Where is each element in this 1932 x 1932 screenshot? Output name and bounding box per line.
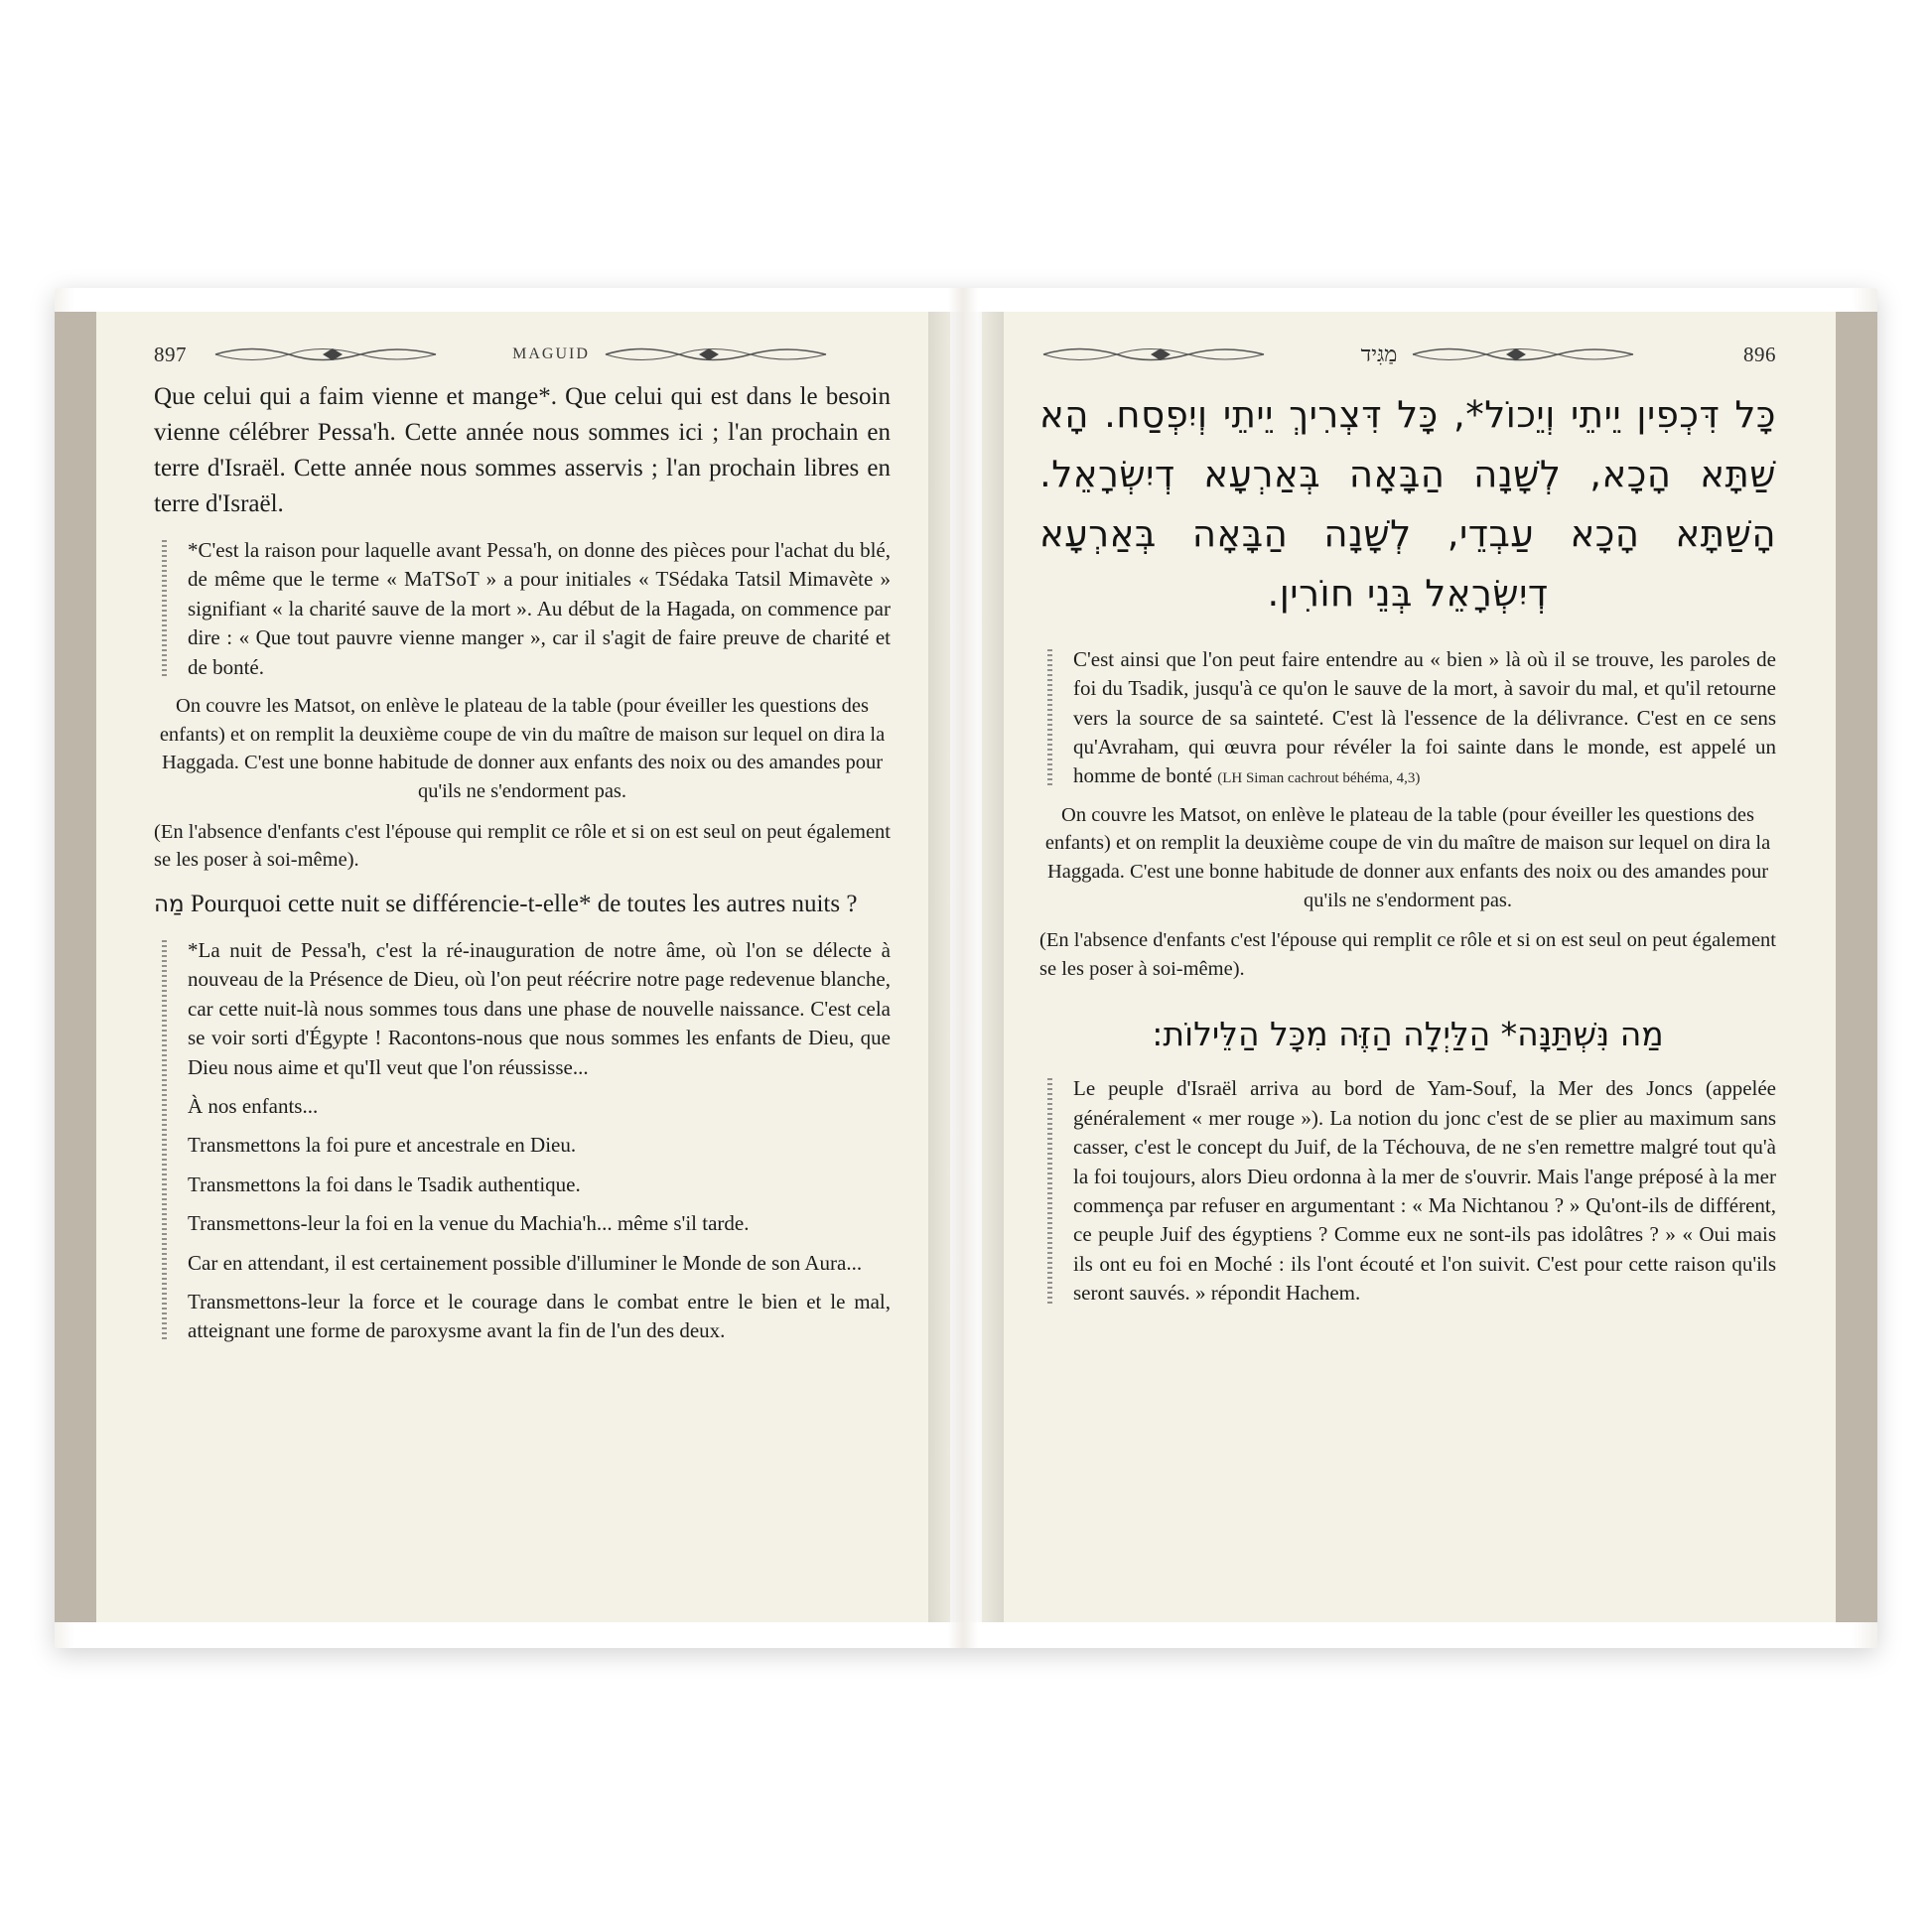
commentary-text: *La nuit de Pessa'h, c'est la ré-inauguration de notre âme, où l'on se délecte à nouveau de la Présence de Dieu, où l'on peut réécrire notre page redevenue blanche, car cette nuit-là nous sommes tous dans une phase de nouvelle naissance. C'est cela se voir sorti d'Égypte ! Racontons-nous que nous sommes les enfants de Dieu, que Dieu nous aime et qu'Il veut que l'on réussisse... (188, 938, 891, 1079)
hebrew-heading-ma-nishtana: מַה נִּשְׁתַּנָּה* הַלַּיְלָה הַזֶּה מִכָּל הַלֵּילוֹת: (1152, 1014, 1664, 1053)
hebrew-word-ma: מַה (154, 892, 185, 918)
paragraph-lead-left: Que celui qui a faim vienne et mange*. Que celui qui est dans le besoin vienne célébrer Pessa'h. Cette année nous sommes ici ; l'an prochain en terre d'Israël. Cette année nous sommes asservis ; l'an prochain libres en terre d'Israël. (154, 383, 891, 517)
book-gutter (928, 312, 1004, 1622)
open-book (55, 288, 1877, 1648)
commentary-text: Transmettons la foi pure et ancestrale en Dieu. (188, 1133, 577, 1158)
commentary-text: Transmettons la foi dans le Tsadik authentique. (188, 1172, 581, 1196)
folio-right: 896 (1743, 342, 1776, 366)
header-rule-left-2 (602, 342, 891, 367)
commentary-source: (LH Siman cachrout béhéma, 4,3) (1217, 770, 1421, 787)
right-page-header (1039, 330, 1776, 379)
right-page-content (1039, 330, 1776, 1571)
cover-edge-right (1836, 312, 1877, 1622)
commentary-block-1-right (1039, 645, 1776, 791)
rubric-2-right: (En l'absence d'enfants c'est l'épouse qui remplit ce rôle et si on est seul on peut également se les poser à soi-même). (1039, 929, 1776, 981)
header-rule-right (1039, 342, 1349, 367)
left-page-content (154, 330, 891, 1571)
commentary-text: *C'est la raison pour laquelle avant Pessa'h, on donne des pièces pour l'achat du blé, de même que le terme « MaTSoT » a pour initiales « TSédaka Tatsil Mimavète » signifiant « la charité sauve de la mort ». Au début de la Hagada, on commence par dire : « Que tout pauvre vienne manger », car il s'agit de faire preuve de charité et de bonté. (188, 538, 891, 679)
running-head-right: מַגִּיד (1360, 342, 1398, 366)
commentary-text (1073, 645, 1776, 791)
ma-nichtana-french: Pourquoi cette nuit se différencie-t-elle* de toutes les autres nuits ? (190, 891, 858, 918)
commentary-text: Car en attendant, il est certainement possible d'illuminer le Monde de son Aura... (188, 1250, 863, 1275)
folio-left: 897 (154, 342, 187, 366)
paragraph-ma-nichtana-left (154, 887, 891, 922)
rubric-1-left: On couvre les Matsot, on enlève le plateau de la table (pour éveiller les questions des enfants) et on remplit la deuxième coupe de vin du maître de maison sur lequel on dira la Haggada. C'est une bonne habitude de donner aux enfants des noix ou des amandes pour qu'ils ne s'endorment pas. (159, 694, 886, 803)
header-rule-right-2 (1409, 342, 1719, 367)
hebrew-main-text: כָּל דִּכְפִין יֵיתֵי וְיֵכוֹל*, כָּל דִּצְרִיךְ יֵיתֵי וְיִפְסַח. הָא שַׁתָּא הָכָא, לְשָׁנָה הַבָּאָה בְּאַרְעָא דְיִשְׂרָאֵל. הָשַׁתָּא הָכָא עַבְדֵי, לְשָׁנָה הַבָּאָה בְּאַרְעָא דְיִשְׂרָאֵל בְּנֵי חוֹרִין. (1039, 393, 1776, 615)
commentary-block-2-left (154, 936, 891, 1346)
rubric-1-right: On couvre les Matsot, on enlève le plateau de la table (pour éveiller les questions des enfants) et on remplit la deuxième coupe de vin du maître de maison sur lequel on dira la Haggada. C'est une bonne habitude de donner aux enfants des noix ou des amandes pour qu'ils ne s'endorment pas. (1044, 803, 1771, 911)
rubric-2-left: (En l'absence d'enfants c'est l'épouse qui remplit ce rôle et si on est seul on peut également se les poser à soi-même). (154, 820, 891, 872)
header-rule-left (211, 342, 500, 367)
commentary-block-1-left (154, 536, 891, 682)
commentary-text: À nos enfants... (188, 1094, 319, 1119)
commentary-text: Transmettons-leur la foi en la venue du Machia'h... même s'il tarde. (188, 1211, 750, 1236)
commentary-block-2-right (1039, 1074, 1776, 1308)
commentary-body: C'est ainsi que l'on peut faire entendre au « bien » là où il se trouve, les paroles de foi du Tsadik, jusqu'à ce qu'on le sauve de la mort, à savoir du mal, et qu'il retourne vers la source de sa sainteté. C'est là l'essence de la délivrance. C'est en ce sens qu'Avraham, qui œuvra pour révéler la foi sainte dans le monde, est appelé un homme de bonté (1073, 646, 1776, 788)
left-page-header (154, 330, 891, 379)
cover-edge-left (55, 312, 96, 1622)
commentary-text: Le peuple d'Israël arriva au bord de Yam-Souf, la Mer des Joncs (appelée généralement « mer rouge »). La notion du jonc c'est de se plier au maximum sans casser, c'est le concept du Juif, de la Téchouva, de ne s'en remettre malgré tout qu'à la foi toujours, alors Dieu ordonna à la mer de s'ouvrir. Mais l'ange préposé à la mer commença par refuser en argumentant : « Ma Nichtanou ? » Qu'ont-ils de différent, ce peuple Juif des égyptiens ? Comme eux ne sont-ils pas idolâtres ? » « Oui mais ils ont eu foi en Moché : ils l'ont écouté et l'on suivit. C'est pour cette raison qu'ils seront sauvés. » répondit Hachem. (1073, 1076, 1776, 1306)
running-head-left: MAGUID (512, 345, 590, 362)
commentary-text: Transmettons-leur la force et le courage dans le combat entre le bien et le mal, atteignant une forme de paroxysme avant la fin de l'un des deux. (188, 1289, 891, 1343)
